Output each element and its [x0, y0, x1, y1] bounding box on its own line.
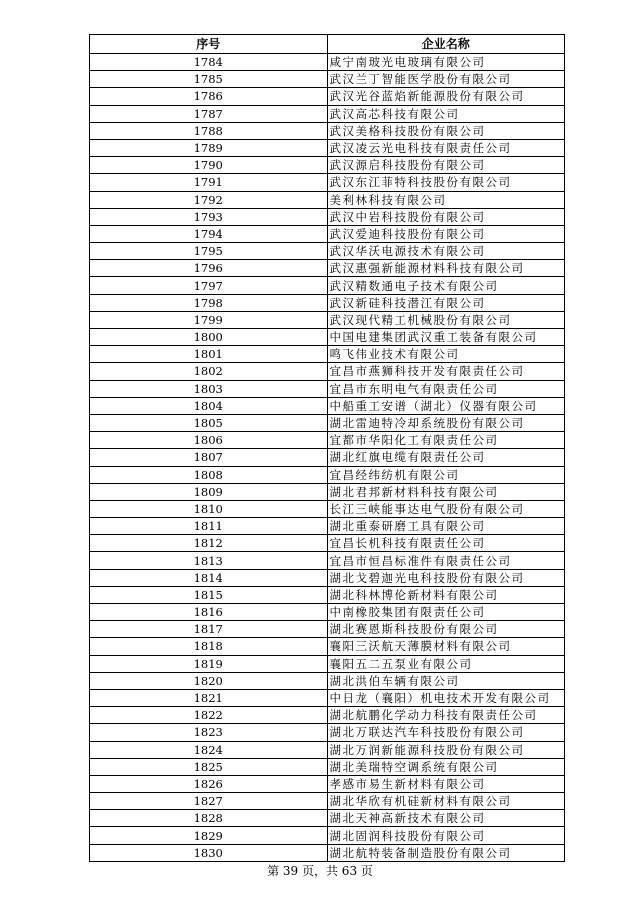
- row-number-cell: 1786: [90, 88, 328, 105]
- row-number-cell: 1830: [90, 844, 328, 861]
- table-row: [90, 535, 565, 552]
- table-row: [90, 466, 565, 483]
- row-number-cell: 1817: [90, 621, 328, 638]
- enterprise-table: [89, 34, 565, 862]
- company-name-cell: 湖北万润新能源科技股份有限公司: [327, 741, 565, 758]
- column-header-name: 企业名称: [327, 35, 565, 54]
- row-number-cell: 1811: [90, 518, 328, 535]
- table-row: [90, 380, 565, 397]
- table-row: [90, 432, 565, 449]
- company-name-cell: 武汉凌云光电科技有限责任公司: [327, 139, 565, 156]
- row-number-cell: 1795: [90, 243, 328, 260]
- table-row: [90, 243, 565, 260]
- table-row: [90, 260, 565, 277]
- row-number-cell: 1801: [90, 346, 328, 363]
- company-name-cell: 武汉现代精工机械股份有限公司: [327, 311, 565, 328]
- company-name-cell: 中南橡胶集团有限责任公司: [327, 604, 565, 621]
- company-name-cell: 武汉爱迪科技股份有限公司: [327, 225, 565, 242]
- company-name-cell: 武汉兰丁智能医学股份有限公司: [327, 71, 565, 88]
- table-row: [90, 329, 565, 346]
- company-name-cell: 武汉惠强新能源材料科技有限公司: [327, 260, 565, 277]
- company-name-cell: 湖北洪伯车辆有限公司: [327, 672, 565, 689]
- row-number-cell: 1788: [90, 122, 328, 139]
- row-number-cell: 1794: [90, 225, 328, 242]
- company-name-cell: 湖北科林博伦新材料有限公司: [327, 586, 565, 603]
- table-row: [90, 157, 565, 174]
- row-number-cell: 1827: [90, 793, 328, 810]
- row-number-cell: 1792: [90, 191, 328, 208]
- table-row: [90, 586, 565, 603]
- company-name-cell: 长江三峡能事达电气股份有限公司: [327, 500, 565, 517]
- row-number-cell: 1823: [90, 724, 328, 741]
- row-number-cell: 1825: [90, 758, 328, 775]
- company-name-cell: 武汉中岩科技股份有限公司: [327, 208, 565, 225]
- table-row: [90, 225, 565, 242]
- table-row: [90, 105, 565, 122]
- row-number-cell: 1819: [90, 655, 328, 672]
- row-number-cell: 1813: [90, 552, 328, 569]
- company-name-cell: 襄阳五二五泵业有限公司: [327, 655, 565, 672]
- table-row: [90, 500, 565, 517]
- row-number-cell: 1784: [90, 54, 328, 71]
- row-number-cell: 1789: [90, 139, 328, 156]
- table-row: [90, 604, 565, 621]
- company-name-cell: 湖北万联达汽车科技股份有限公司: [327, 724, 565, 741]
- row-number-cell: 1824: [90, 741, 328, 758]
- table-row: [90, 191, 565, 208]
- table-row: [90, 827, 565, 844]
- row-number-cell: 1807: [90, 449, 328, 466]
- table-row: [90, 569, 565, 586]
- table-row: [90, 689, 565, 706]
- table-row: [90, 139, 565, 156]
- row-number-cell: 1800: [90, 329, 328, 346]
- company-name-cell: 武汉美格科技股份有限公司: [327, 122, 565, 139]
- company-name-cell: 湖北雷迪特冷却系统股份有限公司: [327, 414, 565, 431]
- table-row: [90, 655, 565, 672]
- company-name-cell: 宜昌长机科技有限责任公司: [327, 535, 565, 552]
- company-name-cell: 武汉新硅科技潜江有限公司: [327, 294, 565, 311]
- company-name-cell: 湖北重泰研磨工具有限公司: [327, 518, 565, 535]
- company-name-cell: 宜昌市恒昌标准件有限责任公司: [327, 552, 565, 569]
- company-name-cell: 宜都市华阳化工有限责任公司: [327, 432, 565, 449]
- column-header-number: 序号: [90, 35, 328, 54]
- row-number-cell: 1791: [90, 174, 328, 191]
- company-name-cell: 鸣飞伟业技术有限公司: [327, 346, 565, 363]
- company-name-cell: 孝感市易生新材料有限公司: [327, 775, 565, 792]
- table-row: [90, 810, 565, 827]
- company-name-cell: 湖北美瑞特空调系统有限公司: [327, 758, 565, 775]
- company-name-cell: 湖北红旗电缆有限责任公司: [327, 449, 565, 466]
- table-row: [90, 638, 565, 655]
- row-number-cell: 1805: [90, 414, 328, 431]
- row-number-cell: 1809: [90, 483, 328, 500]
- table-row: [90, 724, 565, 741]
- row-number-cell: 1828: [90, 810, 328, 827]
- table-row: [90, 741, 565, 758]
- company-name-cell: 湖北天神高新技术有限公司: [327, 810, 565, 827]
- row-number-cell: 1796: [90, 260, 328, 277]
- company-name-cell: 武汉源启科技股份有限公司: [327, 157, 565, 174]
- row-number-cell: 1799: [90, 311, 328, 328]
- row-number-cell: 1816: [90, 604, 328, 621]
- table-row: [90, 518, 565, 535]
- row-number-cell: 1803: [90, 380, 328, 397]
- row-number-cell: 1798: [90, 294, 328, 311]
- page-footer: 第 39 页，共 63 页: [267, 864, 373, 878]
- table-row: [90, 621, 565, 638]
- table-row: [90, 758, 565, 775]
- row-number-cell: 1806: [90, 432, 328, 449]
- row-number-cell: 1818: [90, 638, 328, 655]
- company-name-cell: 武汉东江菲特科技股份有限公司: [327, 174, 565, 191]
- table-row: [90, 277, 565, 294]
- company-name-cell: 襄阳三沃航天薄膜材料有限公司: [327, 638, 565, 655]
- table-row: [90, 793, 565, 810]
- table-row: [90, 208, 565, 225]
- row-number-cell: 1785: [90, 71, 328, 88]
- company-name-cell: 中日龙（襄阳）机电技术开发有限公司: [327, 689, 565, 706]
- company-name-cell: 湖北赛恩斯科技股份有限公司: [327, 621, 565, 638]
- company-name-cell: 湖北华欣有机硅新材料有限公司: [327, 793, 565, 810]
- table-row: [90, 363, 565, 380]
- row-number-cell: 1826: [90, 775, 328, 792]
- row-number-cell: 1797: [90, 277, 328, 294]
- row-number-cell: 1793: [90, 208, 328, 225]
- company-name-cell: 宜昌经纬纺机有限公司: [327, 466, 565, 483]
- company-name-cell: 湖北戈碧迦光电科技股份有限公司: [327, 569, 565, 586]
- company-name-cell: 湖北君邦新材料科技有限公司: [327, 483, 565, 500]
- table-row: [90, 414, 565, 431]
- table-header-row: [90, 35, 565, 54]
- company-name-cell: 宜昌市燕狮科技开发有限责任公司: [327, 363, 565, 380]
- table-row: [90, 54, 565, 71]
- row-number-cell: 1815: [90, 586, 328, 603]
- row-number-cell: 1829: [90, 827, 328, 844]
- row-number-cell: 1790: [90, 157, 328, 174]
- table-row: [90, 122, 565, 139]
- table-row: [90, 775, 565, 792]
- company-name-cell: 武汉光谷蓝焰新能源股份有限公司: [327, 88, 565, 105]
- table-row: [90, 483, 565, 500]
- row-number-cell: 1802: [90, 363, 328, 380]
- company-name-cell: 宜昌市东明电气有限责任公司: [327, 380, 565, 397]
- row-number-cell: 1810: [90, 500, 328, 517]
- company-name-cell: 武汉精数通电子技术有限公司: [327, 277, 565, 294]
- company-name-cell: 武汉高芯科技有限公司: [327, 105, 565, 122]
- row-number-cell: 1804: [90, 397, 328, 414]
- company-name-cell: 中船重工安谱（湖北）仪器有限公司: [327, 397, 565, 414]
- row-number-cell: 1808: [90, 466, 328, 483]
- table-row: [90, 311, 565, 328]
- table-row: [90, 88, 565, 105]
- table-row: [90, 397, 565, 414]
- table-row: [90, 294, 565, 311]
- table-row: [90, 449, 565, 466]
- table-row: [90, 552, 565, 569]
- row-number-cell: 1787: [90, 105, 328, 122]
- table-row: [90, 707, 565, 724]
- company-name-cell: 咸宁南玻光电玻璃有限公司: [327, 54, 565, 71]
- table-row: [90, 844, 565, 861]
- table-row: [90, 672, 565, 689]
- company-name-cell: 湖北航鹏化学动力科技有限责任公司: [327, 707, 565, 724]
- company-name-cell: 美利林科技有限公司: [327, 191, 565, 208]
- row-number-cell: 1820: [90, 672, 328, 689]
- table-row: [90, 346, 565, 363]
- table-row: [90, 174, 565, 191]
- row-number-cell: 1821: [90, 689, 328, 706]
- table-row: [90, 71, 565, 88]
- row-number-cell: 1822: [90, 707, 328, 724]
- row-number-cell: 1812: [90, 535, 328, 552]
- company-name-cell: 湖北固润科技股份有限公司: [327, 827, 565, 844]
- company-name-cell: 湖北航特装备制造股份有限公司: [327, 844, 565, 861]
- company-name-cell: 中国电建集团武汉重工装备有限公司: [327, 329, 565, 346]
- row-number-cell: 1814: [90, 569, 328, 586]
- company-name-cell: 武汉华沃电源技术有限公司: [327, 243, 565, 260]
